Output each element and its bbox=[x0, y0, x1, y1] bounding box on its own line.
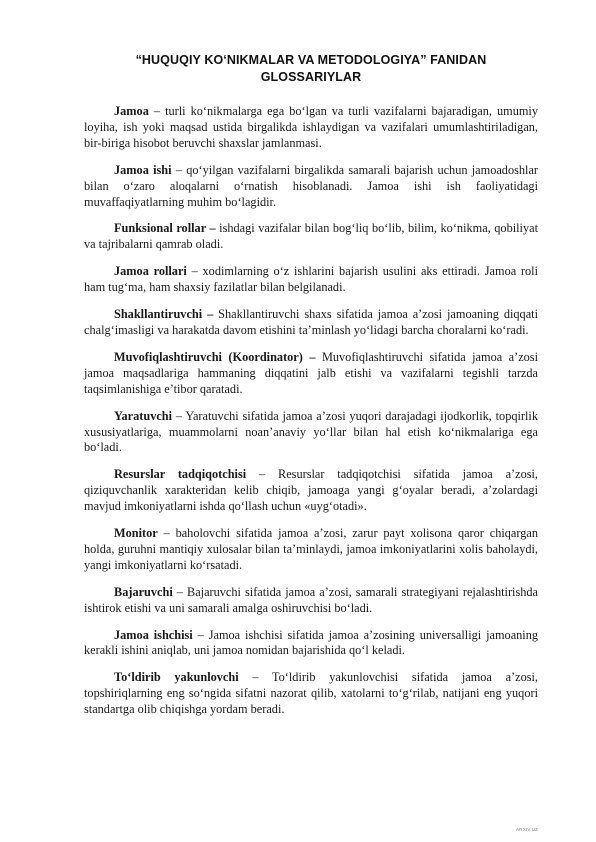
glossary-term: Jamoa ishchisi bbox=[114, 627, 193, 642]
glossary-term: Bajaruvchi bbox=[114, 584, 173, 599]
glossary-entry bbox=[84, 221, 538, 253]
glossary-entry bbox=[84, 526, 538, 574]
glossary-term: To‘ldirib yakunlovchi bbox=[114, 670, 239, 685]
term-separator: – bbox=[172, 408, 186, 423]
glossary-term: Jamoa ishi bbox=[114, 162, 172, 177]
title-line-2: GLOSSARIYLAR bbox=[260, 70, 362, 84]
glossary-definition: Jamoa ishchisi sifatida jamoa a’zosining universalligi jamoaning kerakli ishini aniqlab, uni jamoa nomidan bajarishida qo‘l keladi. bbox=[84, 627, 539, 658]
term-separator: – bbox=[192, 627, 209, 642]
glossary-entry bbox=[84, 585, 538, 617]
glossary-entry bbox=[84, 628, 538, 660]
term-separator: – bbox=[148, 104, 166, 118]
glossary-definition: To‘ldirib yakunlovchisi sifatida jamoa a’zosi, topshiriqlarning eng so‘ngida sifatni nazorat qilib, xatolarni to‘g‘rilab, natijani eng yuqori standartga olib chiqishga yordam beradi. bbox=[84, 670, 539, 717]
title-line-1: “HUQUQIY KO‘NIKMALAR VA METODOLOGIYA” FANIDAN bbox=[135, 53, 487, 67]
glossary-definition: Resurslar tadqiqotchisi sifatida jamoa a’zosi, qiziquvchanlik xarakteridan kelib chiqib, jamoaga yangi g‘oyalar beradi, a’zolardagi mavjud imkoniyatlarni ishda qo‘llash uchun «uyg‘otadi». bbox=[84, 467, 539, 514]
glossary-term: Shakllantiruvchi – bbox=[114, 307, 214, 322]
glossary-entry bbox=[84, 307, 538, 339]
glossary-definition: xodimlarning o‘z ishlarini bajarish usulini aks ettiradi. Jamoa roli ham tug‘ma, ham shaxsiy fazilatlar bilan belgilanadi. bbox=[84, 264, 539, 295]
glossary-term: Monitor bbox=[114, 526, 158, 541]
glossary-term: Jamoa bbox=[114, 104, 149, 118]
page-footer: ARXIV.UZ bbox=[516, 827, 538, 832]
document-title bbox=[84, 52, 538, 86]
term-separator: – bbox=[186, 264, 203, 279]
glossary-entry bbox=[84, 264, 538, 296]
glossary-definition: turli ko‘nikmalarga ega bo‘lgan va turli vazifalarni bajaradigan, umumiy loyiha, ish yoki maqsad ustida birgalikda ishlaydigan va vazifalari umumlashtiriladigan, bir-biriga hisobot beruvchi shaxslar jamlanmasi. bbox=[84, 104, 538, 150]
glossary-entry bbox=[84, 409, 538, 457]
term-separator: – bbox=[246, 467, 279, 482]
glossary-term: Muvofiqlashtiruvchi (Koordinator) – bbox=[114, 349, 316, 364]
glossary-list bbox=[84, 104, 538, 718]
glossary-definition: Muvofiqlashtiruvchi sifatida jamoa a’zosi jamoa maqsadlariga hammaning diqqatini jalb etishi va vazifalarni tegishli tarzda taqsimlanishiga e’tibor qaratadi. bbox=[84, 349, 539, 396]
term-separator: – bbox=[157, 526, 176, 541]
glossary-term: Funksional rollar – bbox=[114, 221, 216, 236]
term-separator: – bbox=[238, 670, 272, 685]
glossary-definition: ishdagi vazifalar bilan bog‘liq bo‘lib, bilim, ko‘nikma, qobiliyat va tajribalarni qamrab oladi. bbox=[84, 221, 539, 252]
glossary-entry bbox=[84, 104, 538, 152]
glossary-entry bbox=[84, 467, 538, 515]
glossary-entry bbox=[84, 350, 538, 398]
glossary-entry bbox=[84, 670, 538, 718]
term-separator: – bbox=[171, 162, 187, 177]
glossary-definition: Yaratuvchi sifatida jamoa a’zosi yuqori darajadagi ijodkorlik, topqirlik xususiyatlariga, muammolarni noan’anaviy yo‘llar bilan hal etish ko‘nikmalariga ega bo‘ladi. bbox=[84, 408, 538, 455]
term-separator: – bbox=[172, 584, 187, 599]
glossary-term: Jamoa rollari bbox=[114, 264, 187, 279]
glossary-definition: Shakllantiruvchi shaxs sifatida jamoa a’zosi jamoaning diqqati chalg‘imasligi va harakatda davom etishini ta’minlash yo‘lidagi barcha choralarni ko‘radi. bbox=[84, 307, 538, 337]
glossary-definition: baholovchi sifatida jamoa a’zosi, zarur payt xolisona qaror chiqargan holda, guruhni mantiqiy xulosalar bilan ta’minlaydi, jamoa imkoniyatlarini xolis baholaydi, yangi imkoniyatlarni ko‘rsatadi. bbox=[84, 526, 538, 572]
glossary-term: Resurslar tadqiqotchisi bbox=[114, 467, 247, 482]
glossary-definition: qo‘yilgan vazifalarni birgalikda samarali bajarish uchun jamoadoshlar bilan o‘zaro aloqalarni o‘rnatish hisoblanadi. Jamoa ishi ish faoliyatidagi muvaffaqiyatlarning muhim bo‘lagidir. bbox=[84, 162, 538, 209]
glossary-term: Yaratuvchi bbox=[114, 408, 173, 423]
glossary-entry bbox=[84, 163, 538, 211]
glossary-definition: Bajaruvchi sifatida jamoa a’zosi, samarali strategiyani rejalashtirishda ishtirok etishi va uni samarali amalga oshiruvchisi bo‘ladi. bbox=[84, 584, 538, 615]
